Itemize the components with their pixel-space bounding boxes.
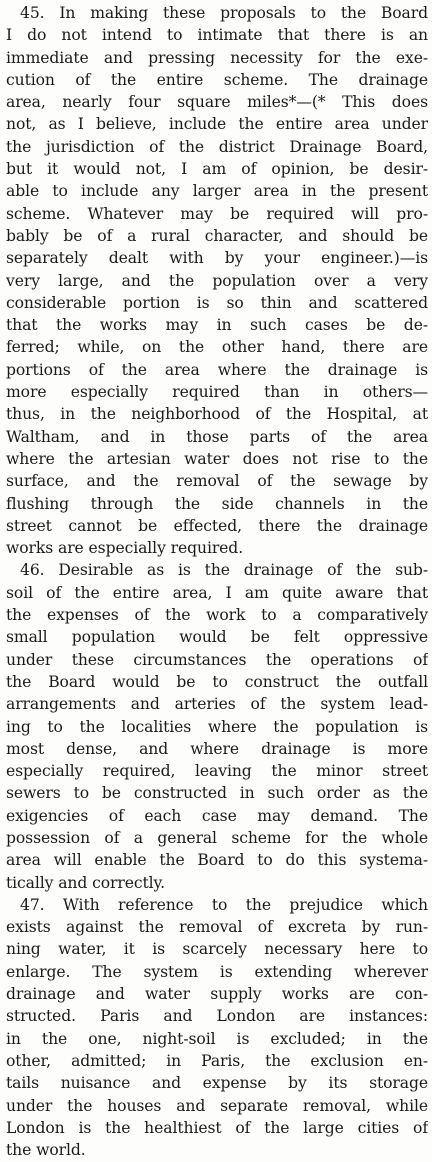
text-line: flushing through the side channels in the — [6, 494, 428, 513]
text-line: where the artesian water does not rise to the — [6, 449, 428, 468]
text-line: but it would not, I am of opinion, be desir- — [6, 160, 428, 179]
text-line: very large, and the population over a very — [6, 271, 428, 290]
text-line: area, nearly four square miles*—(* This does — [6, 93, 428, 112]
text-line: able to include any larger area in the present — [6, 182, 428, 201]
article-text — [6, 2, 428, 1161]
text-line: the world. — [6, 1141, 86, 1160]
text-line: separately dealt with by your engineer.)—is — [6, 249, 428, 268]
text-line: ning water, it is scarcely necessary here to — [6, 940, 428, 959]
text-line: arrangements and arteries of the system lead- — [6, 695, 428, 714]
text-line: the jurisdiction of the district Drainage Board, — [6, 137, 428, 156]
text-line: works are especially required. — [6, 539, 244, 558]
text-line: Waltham, and in those parts of the area — [6, 427, 428, 446]
text-line: the Board would be to construct the outfall — [6, 672, 428, 691]
text-line: other, admitted; in Paris, the exclusion en- — [6, 1051, 428, 1070]
text-line: exigencies of each case may demand. The — [6, 806, 428, 825]
text-line: cution of the entire scheme. The drainage — [6, 70, 428, 89]
text-line: that the works may in such cases be de- — [6, 316, 428, 335]
text-line: ing to the localities where the population is — [6, 717, 428, 736]
text-line: in the one, night-soil is excluded; in the — [6, 1029, 428, 1048]
text-line: drainage and water supply works are con- — [6, 985, 428, 1004]
text-line: more especially required than in others— — [6, 383, 428, 402]
text-line: I do not intend to intimate that there is an — [6, 26, 428, 45]
paragraph-first-line: 46. Desirable as is the drainage of the sub- — [20, 561, 428, 580]
text-line: portions of the area where the drainage is — [6, 360, 428, 379]
text-line: the expenses of the work to a comparatively — [6, 606, 428, 625]
text-line: small population would be felt oppressive — [6, 628, 428, 647]
text-line: considerable portion is so thin and scattered — [6, 293, 428, 312]
text-line: ferred; while, on the other hand, there are — [6, 338, 428, 357]
text-line: most dense, and where drainage is more — [6, 739, 428, 758]
text-line: tails nuisance and expense by its storage — [6, 1074, 428, 1093]
text-line: scheme. Whatever may be required will pro- — [6, 204, 428, 223]
text-line: enlarge. The system is extending wherever — [6, 962, 428, 981]
text-line: London is the healthiest of the large cities of — [6, 1118, 428, 1137]
paragraph-first-line: 45. In making these proposals to the Board — [20, 4, 428, 22]
text-line: thus, in the neighborhood of the Hospital, at — [6, 405, 428, 424]
text-line: possession of a general scheme for the whole — [6, 828, 428, 847]
text-line: street cannot be effected, there the drainage — [6, 516, 428, 535]
text-line: soil of the entire area, I am quite aware that — [6, 583, 428, 602]
text-line: not, as I believe, include the entire area under — [6, 115, 428, 134]
text-line: especially required, leaving the minor street — [6, 762, 428, 781]
text-line: tically and correctly. — [6, 873, 166, 892]
text-line: sewers to be constructed in such order as the — [6, 784, 428, 803]
text-line: area will enable the Board to do this systema- — [6, 851, 428, 870]
text-line: under the houses and separate removal, while — [6, 1096, 428, 1115]
text-line: bably be of a rural character, and should be — [6, 226, 428, 245]
text-line: under these circumstances the operations of — [6, 650, 428, 669]
text-line: exists against the removal of excreta by run- — [6, 918, 428, 937]
text-line: structed. Paris and London are instances: — [6, 1007, 428, 1026]
paragraph-first-line: 47. With reference to the prejudice which — [20, 895, 428, 914]
text-line: immediate and pressing necessity for the exe- — [6, 48, 428, 67]
text-line: surface, and the removal of the sewage by — [6, 472, 428, 491]
